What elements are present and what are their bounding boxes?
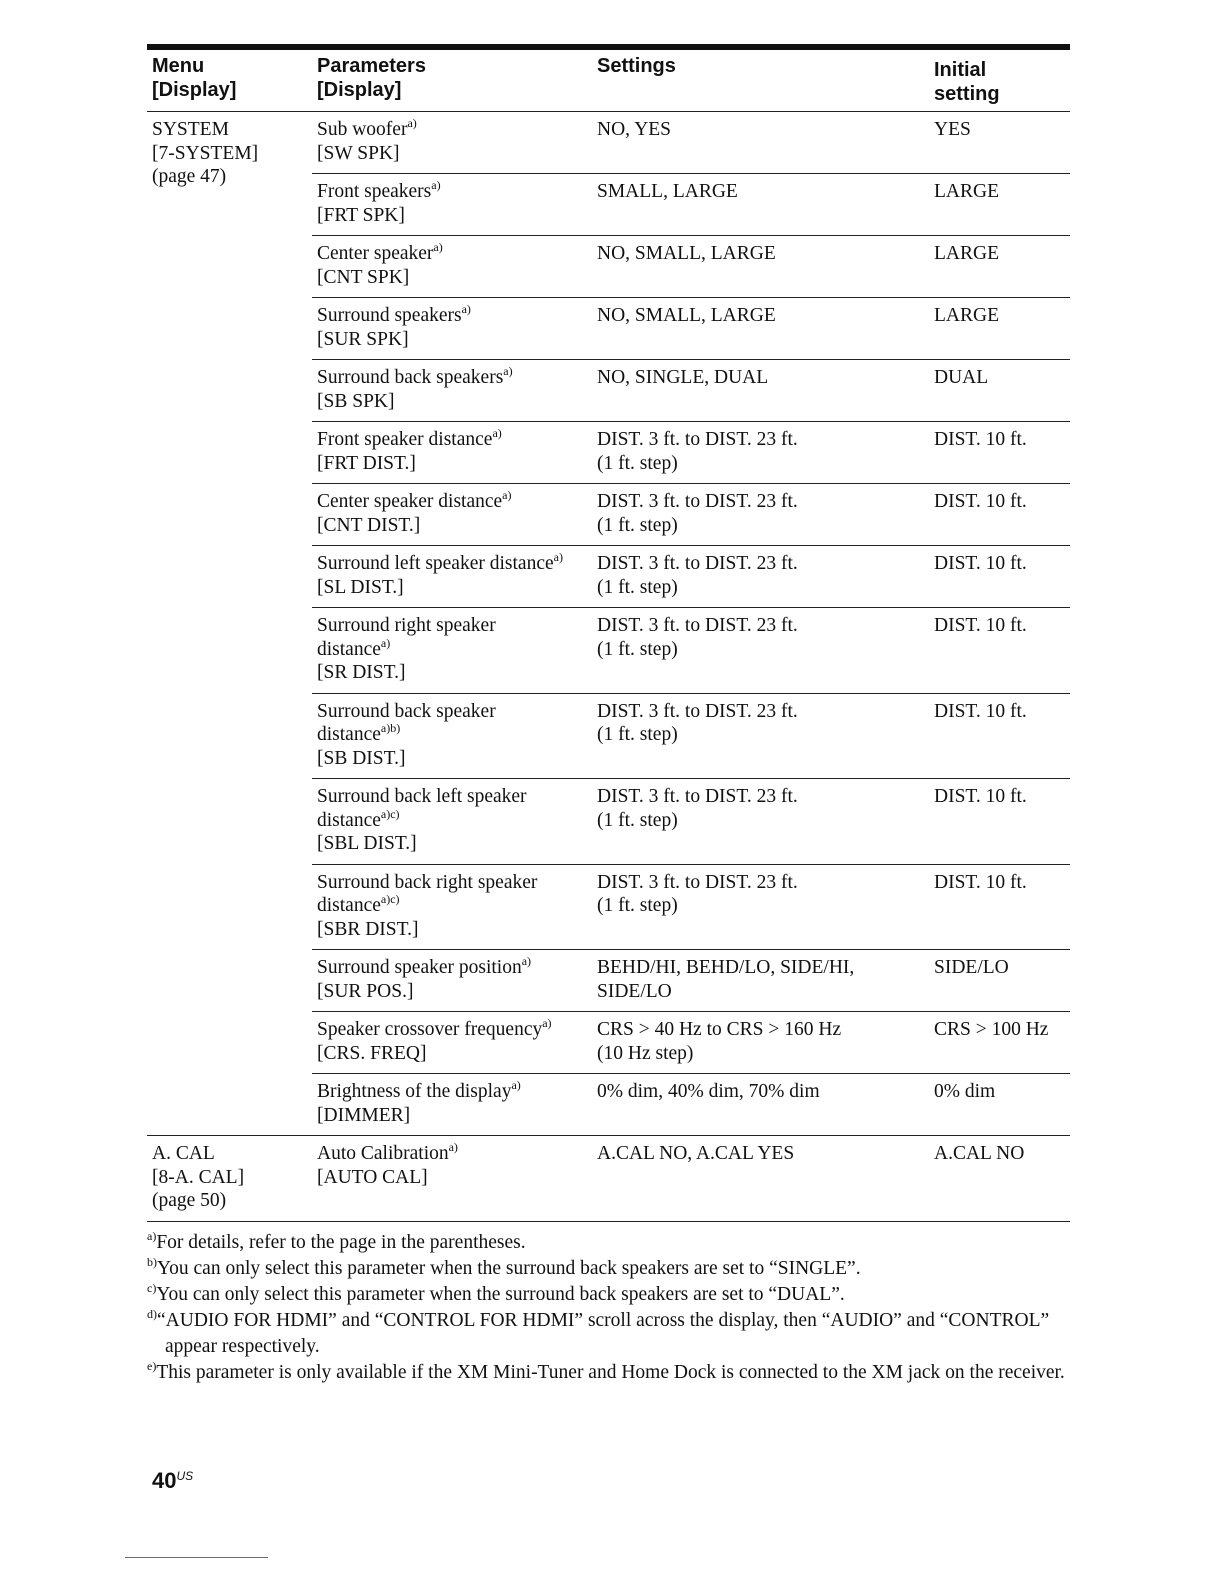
header-parameters: Parameters [Display] (312, 50, 592, 112)
initial-setting-value: SIDE/LO (934, 957, 1009, 978)
initial-setting-cell (929, 236, 1070, 298)
parameter-line: distance$^{a)c)}$ (317, 806, 400, 831)
table-header (147, 50, 1070, 112)
settings-line: SMALL, LARGE (597, 181, 738, 202)
footnote-mark: a) (147, 1228, 157, 1243)
bottom-rule (147, 1221, 1070, 1222)
initial-setting-value: YES (934, 119, 971, 140)
footnote-ref: a) (492, 426, 502, 440)
menu-cell (147, 112, 312, 1136)
initial-setting-cell (929, 298, 1070, 360)
settings-line: (1 ft. step) (597, 576, 678, 598)
initial-setting-cell (929, 1012, 1070, 1074)
settings-line: (10 Hz step) (597, 1042, 694, 1064)
footnote-mark: b) (147, 1254, 157, 1269)
parameter-line: distance$^{a)}$ (317, 635, 391, 660)
header-initial-setting: Initial setting (929, 50, 1070, 112)
parameter-line: Sub woofer$^{a)}$ (317, 116, 417, 140)
menu-line: (page 47) (152, 166, 227, 187)
parameter-line: Surround back speaker (317, 700, 496, 722)
parameter-line: [SBL DIST.] (317, 833, 417, 854)
initial-setting-value: DIST. 10 ft. (934, 553, 1027, 574)
table-row (147, 1136, 1070, 1221)
menu-line: [8-A. CAL] (152, 1166, 245, 1188)
parameter-line: [AUTO CAL] (317, 1166, 428, 1188)
parameter-cell (312, 484, 592, 546)
settings-cell (592, 360, 929, 422)
settings-line: CRS > 40 Hz to CRS > 160 Hz (597, 1019, 842, 1040)
footnote (147, 1308, 1070, 1360)
settings-page (147, 44, 1070, 1386)
initial-setting-cell (929, 1136, 1070, 1221)
parameter-line: [FRT SPK] (317, 204, 405, 226)
initial-setting-value: DIST. 10 ft. (934, 429, 1027, 450)
parameter-cell (312, 236, 592, 298)
parameter-cell (312, 608, 592, 694)
parameter-cell (312, 950, 592, 1012)
footnote-ref: a) (431, 178, 441, 192)
parameter-line: [SUR SPK] (317, 328, 409, 350)
parameter-line: Speaker crossover frequency$^{a)}$ (317, 1016, 552, 1040)
initial-setting-value: DIST. 10 ft. (934, 871, 1027, 893)
parameter-line: Center speaker distance$^{a)}$ (317, 488, 512, 512)
settings-line: DIST. 3 ft. to DIST. 23 ft. (597, 786, 798, 807)
initial-setting-value: DIST. 10 ft. (934, 700, 1027, 722)
initial-setting-cell (929, 950, 1070, 1012)
settings-line: SIDE/LO (597, 980, 672, 1002)
parameter-line: Surround right speaker (317, 615, 496, 636)
settings-cell (592, 864, 929, 950)
footnote-ref: a) (542, 1016, 552, 1030)
settings-cell (592, 693, 929, 779)
settings-cell (592, 174, 929, 236)
initial-setting-value: DIST. 10 ft. (934, 786, 1027, 807)
parameter-cell (312, 546, 592, 608)
settings-line: DIST. 3 ft. to DIST. 23 ft. (597, 871, 798, 893)
settings-line: (1 ft. step) (597, 514, 678, 536)
initial-setting-cell (929, 174, 1070, 236)
initial-setting-value: LARGE (934, 305, 999, 326)
footnote-text: For details, refer to the page in the parentheses. (156, 1231, 526, 1253)
settings-cell (592, 608, 929, 694)
menu-cell (147, 1136, 312, 1221)
initial-setting-value: CRS > 100 Hz (934, 1019, 1049, 1040)
parameter-cell (312, 1012, 592, 1074)
header-settings: Settings (592, 50, 929, 112)
footnote-ref: a) (503, 364, 513, 378)
initial-setting-value: LARGE (934, 243, 999, 264)
footnote-ref: a) (521, 954, 532, 968)
header-menu: Menu [Display] (147, 50, 312, 112)
initial-setting-cell (929, 422, 1070, 484)
settings-cell (592, 298, 929, 360)
footnote-ref: a) (461, 302, 471, 316)
settings-line: (1 ft. step) (597, 724, 678, 745)
settings-cell (592, 950, 929, 1012)
footnote (147, 1230, 1070, 1256)
initial-setting-value: LARGE (934, 181, 999, 202)
menu-line: (page 50) (152, 1190, 227, 1211)
parameter-line: Front speaker distance$^{a)}$ (317, 426, 502, 450)
initial-setting-cell (929, 1074, 1070, 1136)
parameter-line: [SUR POS.] (317, 980, 414, 1002)
parameter-line: Surround back right speaker (317, 871, 538, 893)
footnotes (147, 1230, 1070, 1386)
parameter-cell (312, 1074, 592, 1136)
settings-line: NO, SMALL, LARGE (597, 243, 776, 264)
settings-cell (592, 779, 929, 865)
menu-line: [7-SYSTEM] (152, 142, 259, 164)
initial-setting-value: DIST. 10 ft. (934, 615, 1027, 636)
parameter-line: Surround left speaker distance$^{a)}$ (317, 550, 563, 574)
table-row (147, 112, 1070, 174)
footnote-ref: a) (433, 240, 443, 254)
initial-setting-value: DUAL (934, 367, 989, 388)
parameter-line: Surround speaker position$^{a)}$ (317, 954, 532, 978)
parameter-line: [SBR DIST.] (317, 918, 419, 940)
footer-line (125, 1557, 268, 1558)
parameter-line: Center speaker$^{a)}$ (317, 240, 443, 264)
parameter-line: [FRT DIST.] (317, 452, 416, 474)
initial-setting-value: A.CAL NO (934, 1143, 1025, 1164)
footnote-ref: a) (511, 1078, 521, 1092)
footnote (147, 1282, 1070, 1308)
settings-line: 0% dim, 40% dim, 70% dim (597, 1081, 820, 1102)
settings-line: DIST. 3 ft. to DIST. 23 ft. (597, 700, 798, 722)
settings-cell (592, 112, 929, 174)
parameter-cell (312, 422, 592, 484)
parameter-line: Surround back speakers$^{a)}$ (317, 364, 513, 388)
settings-line: NO, SINGLE, DUAL (597, 367, 769, 388)
parameter-cell (312, 1136, 592, 1221)
parameter-line: [SB DIST.] (317, 747, 406, 769)
parameter-cell (312, 693, 592, 779)
footnote-ref: a)c) (380, 806, 400, 821)
parameter-line: Brightness of the display$^{a)}$ (317, 1078, 521, 1102)
table-body (147, 112, 1070, 1221)
settings-line: DIST. 3 ft. to DIST. 23 ft. (597, 553, 798, 574)
settings-line: DIST. 3 ft. to DIST. 23 ft. (597, 615, 798, 636)
footnote-text: You can only select this parameter when the surround back speakers are set to “SINGLE”. (157, 1257, 861, 1279)
initial-setting-cell (929, 112, 1070, 174)
parameter-line: [SB SPK] (317, 390, 395, 412)
initial-setting-cell (929, 484, 1070, 546)
parameter-cell (312, 779, 592, 865)
parameter-line: Surround back left speaker (317, 786, 527, 807)
parameter-line: Surround speakers$^{a)}$ (317, 302, 471, 326)
parameter-line: Front speakers$^{a)}$ (317, 178, 441, 202)
initial-setting-cell (929, 779, 1070, 865)
settings-line: (1 ft. step) (597, 452, 678, 474)
parameter-line: distance$^{a)b)}$ (317, 721, 401, 745)
parameter-line: [CRS. FREQ] (317, 1042, 427, 1064)
footnote-text: You can only select this parameter when the surround back speakers are set to “DUAL”. (156, 1283, 845, 1305)
menu-line: A. CAL (152, 1143, 215, 1164)
parameter-line: distance$^{a)c)}$ (317, 892, 400, 916)
parameter-line: [SW SPK] (317, 142, 400, 164)
footnote-text: “AUDIO FOR HDMI” and “CONTROL FOR HDMI” scroll across the display, then “AUDIO” and “CONTROL” appear respectively. (157, 1309, 1050, 1357)
footnote-mark: e) (147, 1358, 157, 1373)
initial-setting-cell (929, 693, 1070, 779)
settings-line: (1 ft. step) (597, 895, 678, 916)
parameter-cell (312, 360, 592, 422)
settings-line: NO, SMALL, LARGE (597, 305, 776, 326)
footnote-ref: a) (553, 550, 563, 564)
settings-cell (592, 546, 929, 608)
settings-cell (592, 1074, 929, 1136)
settings-cell (592, 422, 929, 484)
footnote (147, 1256, 1070, 1282)
settings-cell (592, 484, 929, 546)
menu-line: SYSTEM (152, 119, 229, 140)
parameter-cell (312, 174, 592, 236)
settings-line: A.CAL NO, A.CAL YES (597, 1143, 795, 1164)
parameter-line: [DIMMER] (317, 1104, 411, 1126)
initial-setting-cell (929, 546, 1070, 608)
footnote-ref: a)b) (380, 721, 401, 735)
parameter-cell (312, 298, 592, 360)
parameter-line: [SL DIST.] (317, 576, 404, 598)
initial-setting-cell (929, 608, 1070, 694)
parameter-line: Auto Calibration$^{a)}$ (317, 1140, 458, 1164)
footnote-ref: a) (448, 1140, 458, 1154)
footnote-ref: a)c) (380, 892, 400, 906)
parameter-line: [CNT DIST.] (317, 514, 421, 536)
settings-table (147, 50, 1070, 1221)
parameter-line: [CNT SPK] (317, 266, 410, 288)
parameter-line: [SR DIST.] (317, 662, 406, 683)
footnote-ref: a) (407, 116, 417, 130)
settings-line: (1 ft. step) (597, 809, 678, 831)
footnote-ref: a) (502, 488, 512, 502)
parameter-cell (312, 112, 592, 174)
settings-line: NO, YES (597, 119, 672, 140)
initial-setting-cell (929, 360, 1070, 422)
footnote-ref: a) (380, 635, 391, 650)
footnote (147, 1360, 1070, 1386)
settings-line: (1 ft. step) (597, 638, 678, 660)
footnote-mark: d) (147, 1306, 157, 1321)
parameter-cell (312, 864, 592, 950)
initial-setting-value: 0% dim (934, 1081, 996, 1102)
page-number: $40^{US}$ (152, 1468, 194, 1493)
settings-cell (592, 1012, 929, 1074)
settings-line: BEHD/HI, BEHD/LO, SIDE/HI, (597, 957, 855, 978)
footnote-text: This parameter is only available if the XM Mini-Tuner and Home Dock is connected to the XM jack on the receiver. (156, 1361, 1065, 1383)
settings-line: DIST. 3 ft. to DIST. 23 ft. (597, 491, 798, 512)
initial-setting-cell (929, 864, 1070, 950)
settings-cell (592, 1136, 929, 1221)
initial-setting-value: DIST. 10 ft. (934, 491, 1027, 512)
settings-cell (592, 236, 929, 298)
settings-line: DIST. 3 ft. to DIST. 23 ft. (597, 429, 798, 450)
footnote-mark: c) (147, 1280, 157, 1295)
